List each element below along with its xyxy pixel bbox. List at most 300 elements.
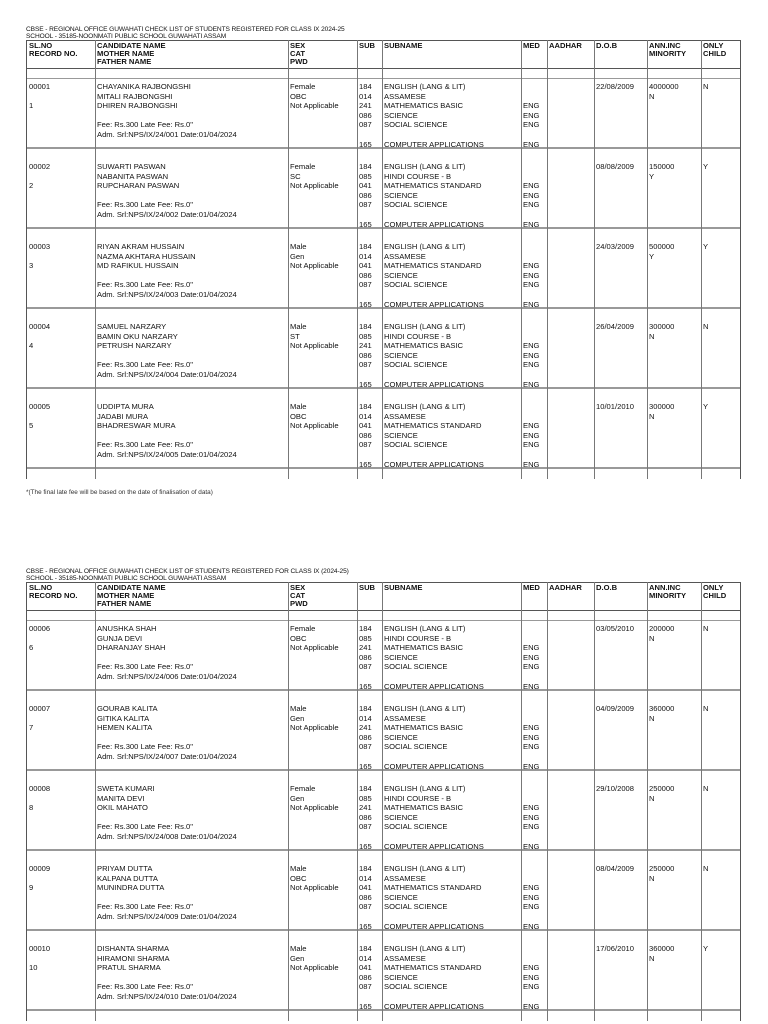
only-child-flag: N: [703, 322, 709, 331]
medium-value: ENG: [523, 379, 540, 389]
header-sex: [290, 584, 308, 608]
only-child-flag: N: [703, 624, 709, 633]
medium-value: ENG: [523, 181, 540, 191]
serial-number: 00006: [29, 624, 51, 633]
subject-codes-cell: [359, 784, 372, 851]
checklist-page-1: [26, 26, 741, 479]
subject-code: 087: [359, 902, 372, 912]
subject-name: SCIENCE: [384, 892, 418, 902]
serial-number: 00010: [29, 944, 51, 953]
medium-value: ENG: [523, 440, 540, 450]
subject-name: SCIENCE: [384, 110, 418, 120]
subject-name: SCIENCE: [384, 430, 418, 440]
only-child-cell: [703, 242, 708, 252]
subject-code: 184: [359, 784, 372, 793]
header-text: SL.NO: [29, 41, 53, 50]
header-text: D.O.B: [596, 41, 618, 50]
spacer: [359, 752, 372, 762]
subject-name: SCIENCE: [384, 972, 418, 982]
subject-name: COMPUTER APPLICATIONS: [384, 139, 484, 149]
medium-value: ENG: [523, 662, 540, 672]
annual-income: 360000: [649, 944, 675, 953]
medium-value: ENG: [523, 883, 540, 893]
subject-name: ENGLISH (LANG & LIT): [384, 402, 466, 411]
header-text: CAT: [290, 49, 306, 58]
serial-number: 00005: [29, 402, 51, 411]
admission-serial: Adm. Srl:NPS/IX/24/001 Date:01/04/2024: [97, 129, 237, 139]
header-sub: [359, 42, 375, 50]
medium-value: ENG: [523, 742, 540, 752]
minority-flag: N: [649, 713, 655, 723]
row-separator: [27, 388, 740, 399]
category-value: SC: [290, 171, 301, 181]
candidate-name: CHAYANIKA RAJBONGSHI: [97, 82, 191, 91]
subject-name: COMPUTER APPLICATIONS: [384, 299, 484, 309]
header-text: CHILD: [703, 591, 727, 600]
mother-name: NAZMA AKHTARA HUSSAIN: [97, 251, 196, 261]
spacer: [97, 351, 237, 361]
header-text: MED: [523, 583, 540, 592]
only-child-flag: Y: [703, 242, 709, 251]
row-separator: [27, 69, 740, 79]
subject-name: ASSAMESE: [384, 91, 426, 101]
spacer: [359, 370, 372, 380]
sex-cat-pwd-cell: [290, 402, 339, 431]
only-child-flag: Y: [703, 402, 709, 411]
subject-name: MATHEMATICS STANDARD: [384, 181, 482, 191]
date-of-birth: 08/04/2009: [596, 864, 635, 873]
subject-name: ENGLISH (LANG & LIT): [384, 322, 466, 331]
header-slno: [29, 42, 78, 58]
only-child-flag: N: [703, 704, 709, 713]
subject-code: 014: [359, 91, 372, 101]
spacer: [29, 252, 50, 262]
annual-income-cell: [649, 402, 674, 421]
fee-text: Fee: Rs.300 Late Fee: Rs.0": [97, 822, 193, 832]
father-name: DHARANJAY SHAH: [97, 643, 166, 653]
father-name: BHADRESWAR MURA: [97, 421, 176, 431]
medium-value: ENG: [523, 1001, 540, 1011]
header-text: CANDIDATE NAME: [97, 41, 166, 50]
record-number-cell: [29, 82, 50, 111]
header-text: FATHER NAME: [97, 57, 152, 66]
header-text: SUBNAME: [384, 41, 423, 50]
subject-name: ENGLISH (LANG & LIT): [384, 82, 466, 91]
record-number-cell: [29, 864, 50, 893]
subject-name: HINDI COURSE - B: [384, 331, 452, 341]
subject-codes-cell: [359, 402, 372, 469]
student-record-row: [27, 621, 740, 690]
column-divider: [547, 582, 548, 1021]
pwd-value: Not Applicable: [290, 181, 339, 191]
medium-value: ENG: [523, 341, 540, 351]
medium-value: [523, 794, 539, 804]
subject-name: MATHEMATICS STANDARD: [384, 261, 482, 271]
candidate-name: RIYAN AKRAM HUSSAIN: [97, 242, 185, 251]
subject-name: SOCIAL SCIENCE: [384, 822, 448, 832]
subject-name: SCIENCE: [384, 812, 418, 822]
medium-value: ENG: [523, 732, 540, 742]
subject-code: 087: [359, 120, 372, 130]
admission-serial: Adm. Srl:NPS/IX/24/006 Date:01/04/2024: [97, 671, 237, 681]
mother-name: NABANITA PASWAN: [97, 171, 169, 181]
admission-serial: Adm. Srl:NPS/IX/24/009 Date:01/04/2024: [97, 911, 237, 921]
subject-name: ENGLISH (LANG & LIT): [384, 784, 466, 793]
sex-value: Female: [290, 784, 316, 793]
spacer: [359, 450, 372, 460]
subject-name: ENGLISH (LANG & LIT): [384, 944, 466, 953]
medium-value: [523, 864, 539, 874]
subject-code: 086: [359, 972, 372, 982]
medium-value: [523, 704, 539, 714]
record-number-cell: [29, 242, 50, 271]
candidate-cell: [97, 242, 237, 300]
spacer: [359, 290, 372, 300]
medium-value: [523, 402, 539, 412]
father-name: MUNINDRA DUTTA: [97, 883, 165, 893]
subject-name: HINDI COURSE - B: [384, 633, 452, 643]
medium-cell: [523, 162, 539, 229]
subject-names-cell: [384, 944, 484, 1011]
medium-value: ENG: [523, 101, 540, 111]
annual-income: 4000000: [649, 82, 679, 91]
page-header-line-1: CBSE - REGIONAL OFFICE GUWAHATI CHECK LIST OF STUDENTS REGISTERED FOR CLASS IX 2024-25: [26, 26, 345, 33]
spacer: [29, 412, 50, 422]
medium-value: ENG: [523, 681, 540, 691]
medium-cell: [523, 322, 539, 389]
father-name: PETRUSH NARZARY: [97, 341, 172, 351]
medium-value: [523, 874, 539, 884]
subject-name: ENGLISH (LANG & LIT): [384, 162, 466, 171]
record-number: 9: [29, 883, 34, 893]
sex-cat-pwd-cell: [290, 322, 339, 351]
serial-number: 00003: [29, 242, 51, 251]
subject-name: ASSAMESE: [384, 953, 426, 963]
annual-income-cell: [649, 162, 674, 181]
header-dob: [596, 584, 617, 592]
fee-text: Fee: Rs.300 Late Fee: Rs.0": [97, 662, 193, 672]
subject-code: 087: [359, 280, 372, 290]
subject-name: MATHEMATICS BASIC: [384, 723, 464, 733]
medium-value: ENG: [523, 723, 540, 733]
father-name: MD RAFIKUL HUSSAIN: [97, 261, 179, 271]
subject-code: 241: [359, 643, 372, 653]
subject-name: ASSAMESE: [384, 873, 426, 883]
spacer: [359, 832, 372, 842]
subject-name: ASSAMESE: [384, 411, 426, 421]
header-text: SEX: [290, 583, 306, 592]
spacer: [97, 813, 237, 823]
row-separator: [27, 611, 740, 621]
medium-value: [523, 714, 539, 724]
subject-code: 086: [359, 190, 372, 200]
subject-code: 241: [359, 723, 372, 733]
subject-code: 086: [359, 652, 372, 662]
subject-code: 085: [359, 171, 372, 181]
header-dob: [596, 42, 617, 50]
subject-names-cell: [384, 704, 484, 771]
medium-value: ENG: [523, 280, 540, 290]
subject-name: COMPUTER APPLICATIONS: [384, 459, 484, 469]
annual-income-cell: [649, 242, 674, 261]
pwd-value: Not Applicable: [290, 803, 339, 813]
subject-name: ENGLISH (LANG & LIT): [384, 704, 466, 713]
record-number-cell: [29, 944, 50, 973]
annual-income: 500000: [649, 242, 675, 251]
column-divider: [95, 40, 96, 479]
only-child-cell: [703, 784, 708, 794]
dob-cell: [596, 402, 634, 412]
column-divider: [547, 40, 548, 479]
subject-code: 014: [359, 873, 372, 883]
minority-flag: Y: [649, 251, 655, 261]
subject-code: 165: [359, 841, 372, 851]
sex-value: Male: [290, 864, 307, 873]
subject-code: 165: [359, 1001, 372, 1011]
minority-flag: N: [649, 411, 655, 421]
subject-names-cell: [384, 864, 484, 931]
header-aadhar: [549, 42, 582, 50]
subject-code: 087: [359, 982, 372, 992]
column-divider: [95, 582, 96, 1021]
subject-name: SOCIAL SCIENCE: [384, 360, 448, 370]
medium-cell: [523, 242, 539, 309]
subject-code: 165: [359, 459, 372, 469]
serial-number: 00002: [29, 162, 51, 171]
annual-income: 200000: [649, 624, 675, 633]
subject-name: SOCIAL SCIENCE: [384, 902, 448, 912]
sex-cat-pwd-cell: [290, 784, 339, 813]
sex-cat-pwd-cell: [290, 944, 339, 973]
record-number: 3: [29, 261, 34, 271]
subject-code: 087: [359, 742, 372, 752]
candidate-name: UDDIPTA MURA: [97, 402, 154, 411]
fee-text: Fee: Rs.300 Late Fee: Rs.0": [97, 280, 193, 290]
spacer: [523, 370, 539, 380]
medium-value: ENG: [523, 643, 540, 653]
sex-cat-pwd-cell: [290, 162, 339, 191]
date-of-birth: 04/09/2009: [596, 704, 635, 713]
spacer: [359, 912, 372, 922]
sex-cat-pwd-cell: [290, 242, 339, 271]
subject-name: SOCIAL SCIENCE: [384, 280, 448, 290]
fee-text: Fee: Rs.300 Late Fee: Rs.0": [97, 360, 193, 370]
subject-name: SCIENCE: [384, 350, 418, 360]
annual-income: 360000: [649, 704, 675, 713]
record-number-cell: [29, 402, 50, 431]
row-separator: [27, 308, 740, 319]
medium-value: ENG: [523, 892, 540, 902]
subject-code: 184: [359, 704, 372, 713]
serial-number: 00007: [29, 704, 51, 713]
medium-value: ENG: [523, 822, 540, 832]
medium-value: [523, 954, 539, 964]
only-child-cell: [703, 624, 708, 634]
header-text: ONLY: [703, 41, 724, 50]
category-value: OBC: [290, 873, 307, 883]
admission-serial: Adm. Srl:NPS/IX/24/007 Date:01/04/2024: [97, 751, 237, 761]
header-sub: [359, 584, 375, 592]
minority-flag: N: [649, 633, 655, 643]
record-number: 4: [29, 341, 34, 351]
student-record-row: [27, 941, 740, 1010]
only-child-cell: [703, 322, 708, 332]
medium-value: [523, 634, 539, 644]
medium-value: [523, 242, 539, 252]
fee-text: Fee: Rs.300 Late Fee: Rs.0": [97, 902, 193, 912]
pwd-value: Not Applicable: [290, 421, 339, 431]
candidate-cell: [97, 784, 237, 842]
sex-cat-pwd-cell: [290, 704, 339, 733]
subject-name: HINDI COURSE - B: [384, 793, 452, 803]
sex-value: Male: [290, 402, 307, 411]
medium-value: ENG: [523, 270, 540, 280]
spacer: [97, 111, 237, 121]
spacer: [29, 92, 50, 102]
subject-code: 014: [359, 411, 372, 421]
category-value: OBC: [290, 411, 307, 421]
header-text: RECORD NO.: [29, 49, 78, 58]
subject-codes-cell: [359, 162, 372, 229]
medium-cell: [523, 784, 539, 851]
annual-income-cell: [649, 624, 674, 643]
pwd-value: Not Applicable: [290, 963, 339, 973]
column-divider: [357, 40, 358, 479]
candidate-name: PRIYAM DUTTA: [97, 864, 153, 873]
fee-text: Fee: Rs.300 Late Fee: Rs.0": [97, 742, 193, 752]
medium-value: ENG: [523, 963, 540, 973]
annual-income: 250000: [649, 784, 675, 793]
minority-flag: N: [649, 793, 655, 803]
spacer: [359, 130, 372, 140]
mother-name: MITALI RAJBONGSHI: [97, 91, 173, 101]
header-subname: [384, 584, 422, 592]
sex-value: Female: [290, 82, 316, 91]
subject-code: 041: [359, 883, 372, 893]
candidate-name: SWETA KUMARI: [97, 784, 155, 793]
subject-code: 087: [359, 662, 372, 672]
column-divider: [357, 582, 358, 1021]
mother-name: GITIKA KALITA: [97, 713, 150, 723]
subject-name: ASSAMESE: [384, 713, 426, 723]
header-ann-inc: [649, 584, 686, 600]
candidate-cell: [97, 162, 237, 220]
record-number: 7: [29, 723, 34, 733]
student-table: [26, 582, 741, 1021]
dob-cell: [596, 624, 634, 634]
spacer: [384, 752, 484, 762]
subject-code: 086: [359, 812, 372, 822]
subject-code: 086: [359, 350, 372, 360]
column-divider: [701, 582, 702, 1021]
sex-cat-pwd-cell: [290, 864, 339, 893]
medium-value: ENG: [523, 350, 540, 360]
subject-name: HINDI COURSE - B: [384, 171, 452, 181]
medium-value: ENG: [523, 902, 540, 912]
fee-text: Fee: Rs.300 Late Fee: Rs.0": [97, 120, 193, 130]
subject-name: COMPUTER APPLICATIONS: [384, 681, 484, 691]
admission-serial: Adm. Srl:NPS/IX/24/003 Date:01/04/2024: [97, 289, 237, 299]
mother-name: HIRAMONI SHARMA: [97, 953, 170, 963]
medium-cell: [523, 402, 539, 469]
dob-cell: [596, 784, 634, 794]
subject-name: ENGLISH (LANG & LIT): [384, 624, 466, 633]
candidate-name: GOURAB KALITA: [97, 704, 158, 713]
header-subname: [384, 42, 422, 50]
mother-name: JADABI MURA: [97, 411, 149, 421]
header-text: ONLY: [703, 583, 724, 592]
spacer: [97, 431, 237, 441]
student-record-row: [27, 239, 740, 308]
medium-value: ENG: [523, 761, 540, 771]
subject-names-cell: [384, 784, 484, 851]
header-ann-inc: [649, 42, 686, 58]
spacer: [384, 370, 484, 380]
spacer: [384, 130, 484, 140]
date-of-birth: 10/01/2010: [596, 402, 635, 411]
spacer: [384, 210, 484, 220]
spacer: [384, 992, 484, 1002]
subject-codes-cell: [359, 864, 372, 931]
column-divider: [288, 582, 289, 1021]
category-value: OBC: [290, 633, 307, 643]
header-text: SUB: [359, 583, 376, 592]
header-sex: [290, 42, 308, 66]
only-child-flag: N: [703, 82, 709, 91]
subject-code: 165: [359, 219, 372, 229]
annual-income-cell: [649, 82, 679, 101]
medium-value: ENG: [523, 261, 540, 271]
subject-name: COMPUTER APPLICATIONS: [384, 921, 484, 931]
header-text: SUB: [359, 41, 376, 50]
header-text: SL.NO: [29, 583, 53, 592]
subject-name: COMPUTER APPLICATIONS: [384, 379, 484, 389]
subject-names-cell: [384, 162, 484, 229]
medium-value: [523, 82, 539, 92]
header-candidate: [97, 42, 166, 66]
medium-value: ENG: [523, 921, 540, 931]
subject-names-cell: [384, 624, 484, 691]
student-record-row: [27, 159, 740, 228]
medium-cell: [523, 944, 539, 1011]
candidate-cell: [97, 402, 237, 460]
medium-value: ENG: [523, 459, 540, 469]
subject-name: SOCIAL SCIENCE: [384, 662, 448, 672]
subject-code: 184: [359, 242, 372, 251]
annual-income-cell: [649, 784, 674, 803]
record-number-cell: [29, 162, 50, 191]
spacer: [97, 191, 237, 201]
subject-code: 165: [359, 681, 372, 691]
spacer: [359, 672, 372, 682]
header-slno: [29, 584, 78, 600]
candidate-name: DISHANTA SHARMA: [97, 944, 170, 953]
dob-cell: [596, 82, 634, 92]
spacer: [384, 672, 484, 682]
candidate-cell: [97, 944, 237, 1002]
subject-code: 086: [359, 110, 372, 120]
medium-value: ENG: [523, 421, 540, 431]
header-text: CAT: [290, 591, 306, 600]
medium-value: [523, 252, 539, 262]
subject-code: 184: [359, 624, 372, 633]
category-value: ST: [290, 331, 300, 341]
date-of-birth: 26/04/2009: [596, 322, 635, 331]
row-separator: [27, 468, 740, 479]
subject-code: 165: [359, 139, 372, 149]
mother-name: BAMIN OKU NARZARY: [97, 331, 178, 341]
subject-code: 184: [359, 162, 372, 171]
